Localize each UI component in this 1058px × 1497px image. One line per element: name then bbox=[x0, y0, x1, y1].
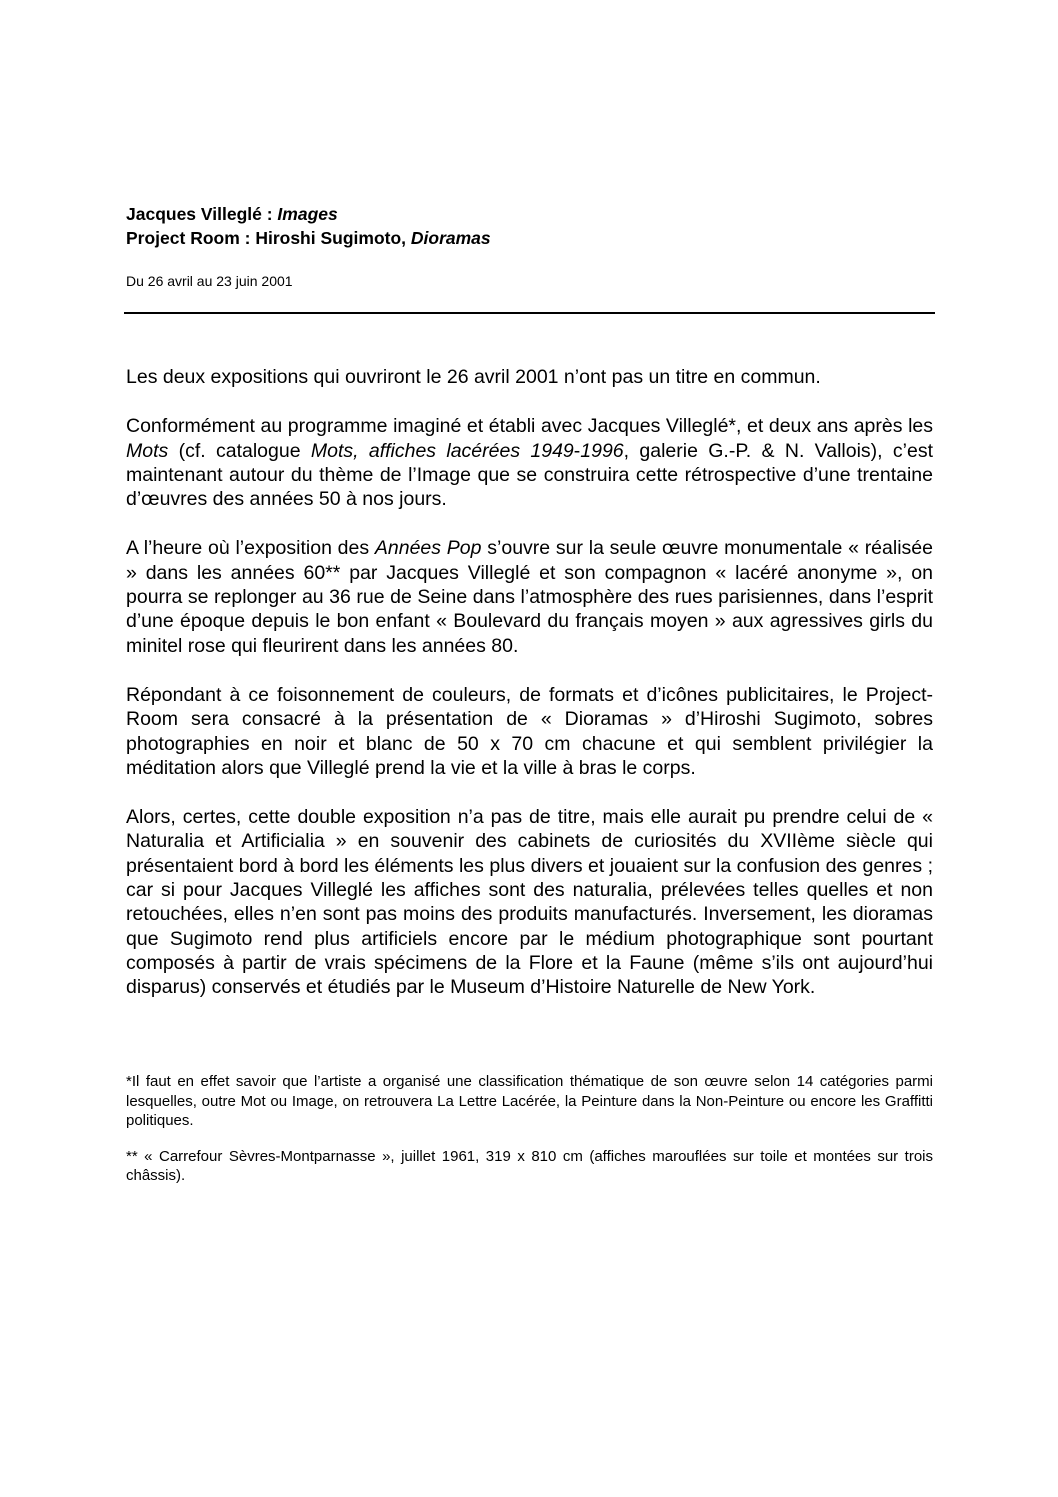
project-room-title-text: Project Room : Hiroshi Sugimoto, bbox=[126, 228, 411, 248]
paragraph-3 bbox=[126, 536, 933, 657]
project-room-title bbox=[126, 226, 926, 250]
footnotes bbox=[126, 1072, 933, 1202]
paragraph-4: Répondant à ce foisonnement de couleurs, de formats et d’icônes publicitaires, le Project-Room sera consacré à la présentation de « Dioramas » d’Hiroshi Sugimoto, sobres photographies en noir et blanc de 50 x 70 cm chacune et qui semblent privilégier la méditation alors que Villeglé prend la vie et la ville à bras le corps. bbox=[126, 683, 933, 779]
paragraph-2-italic: 1996 bbox=[580, 439, 624, 462]
paragraph-2-text: Conformément au programme imaginé et établi avec Jacques Villeglé*, et deux ans après les bbox=[126, 415, 933, 438]
paragraph-2-text: (cf. catalogue bbox=[168, 439, 311, 462]
paragraph-2-italic: Mots, affiches lacérées 1949 bbox=[310, 439, 574, 462]
paragraph-3-text: A l’heure où l’exposition des bbox=[126, 537, 375, 560]
footnote-1: *Il faut en effet savoir que l’artiste a organisé une classification thématique de son œuvre selon 14 catégories parmi lesquelles, outre Mot ou Image, on retrouvera La Lettre Lacérée, la Peinture dans la Non-Peinture ou encore les Graffitti politiques. bbox=[126, 1073, 933, 1129]
paragraph-2-italic: Mots bbox=[126, 439, 169, 462]
paragraph-5: Alors, certes, cette double exposition n’a pas de titre, mais elle aurait pu prendre celui de « Naturalia et Artificialia » en souvenir des cabinets de curiosités du XVIIème siècle qui présentaient bord à bord les éléments les plus divers et jouaient sur la confusion des genres ; car si pour Jacques Villeglé les affiches sont des naturalia, prélevées telles quelles et non retouchées, elles n’en sont pas moins des produits manufacturés. Inversement, les dioramas que Sugimoto rend plus artificiels encore par le médium photographique sont pourtant composés à partir de vrais spécimens de la Flore et la Faune (même s’ils ont aujourd’hui disparus) conservés et étudiés par le Museum d’Histoire Naturelle de New York. bbox=[126, 806, 933, 999]
exhibition-title-text: Jacques Villeglé : bbox=[126, 204, 278, 224]
footnote-2: ** « Carrefour Sèvres-Montparnasse », juillet 1961, 319 x 810 cm (affiches marouflées sur toile et montées sur trois châssis). bbox=[126, 1147, 933, 1184]
horizontal-rule bbox=[124, 312, 935, 314]
title-block bbox=[126, 202, 926, 250]
paragraph-1: Les deux expositions qui ouvriront le 26 avril 2001 n’ont pas un titre en commun. bbox=[126, 366, 821, 388]
exhibition-dates: Du 26 avril au 23 juin 2001 bbox=[126, 273, 293, 289]
paragraph-2-text: , galerie G.-P. & N. Vallois), c’est maintenant autour du thème de l’Image que se construira cette rétrospective d’une trentaine d’œuvres des années 50 à nos jours. bbox=[126, 439, 933, 511]
project-room-title-italic: Dioramas bbox=[410, 228, 491, 248]
exhibition-title-italic: Images bbox=[277, 204, 338, 224]
paragraph-3-text: s’ouvre sur la seule œuvre monumentale « réalisée » dans les années 60** par Jacques Villeglé et son compagnon « lacéré anonyme », on pourra se replonger au 36 rue de Seine dans l’atmosphère des rues parisiennes, dans l’esprit d’une époque depuis le bon enfant « Boulevard du français moyen » aux agressives girls du minitel rose qui fleurirent dans les années 80. bbox=[126, 537, 933, 657]
paragraph-2 bbox=[126, 414, 933, 511]
exhibition-title bbox=[126, 202, 926, 226]
paragraph-2-text: - bbox=[573, 439, 581, 462]
paragraph-3-italic: Années Pop bbox=[374, 537, 482, 560]
body-text bbox=[126, 365, 933, 1025]
